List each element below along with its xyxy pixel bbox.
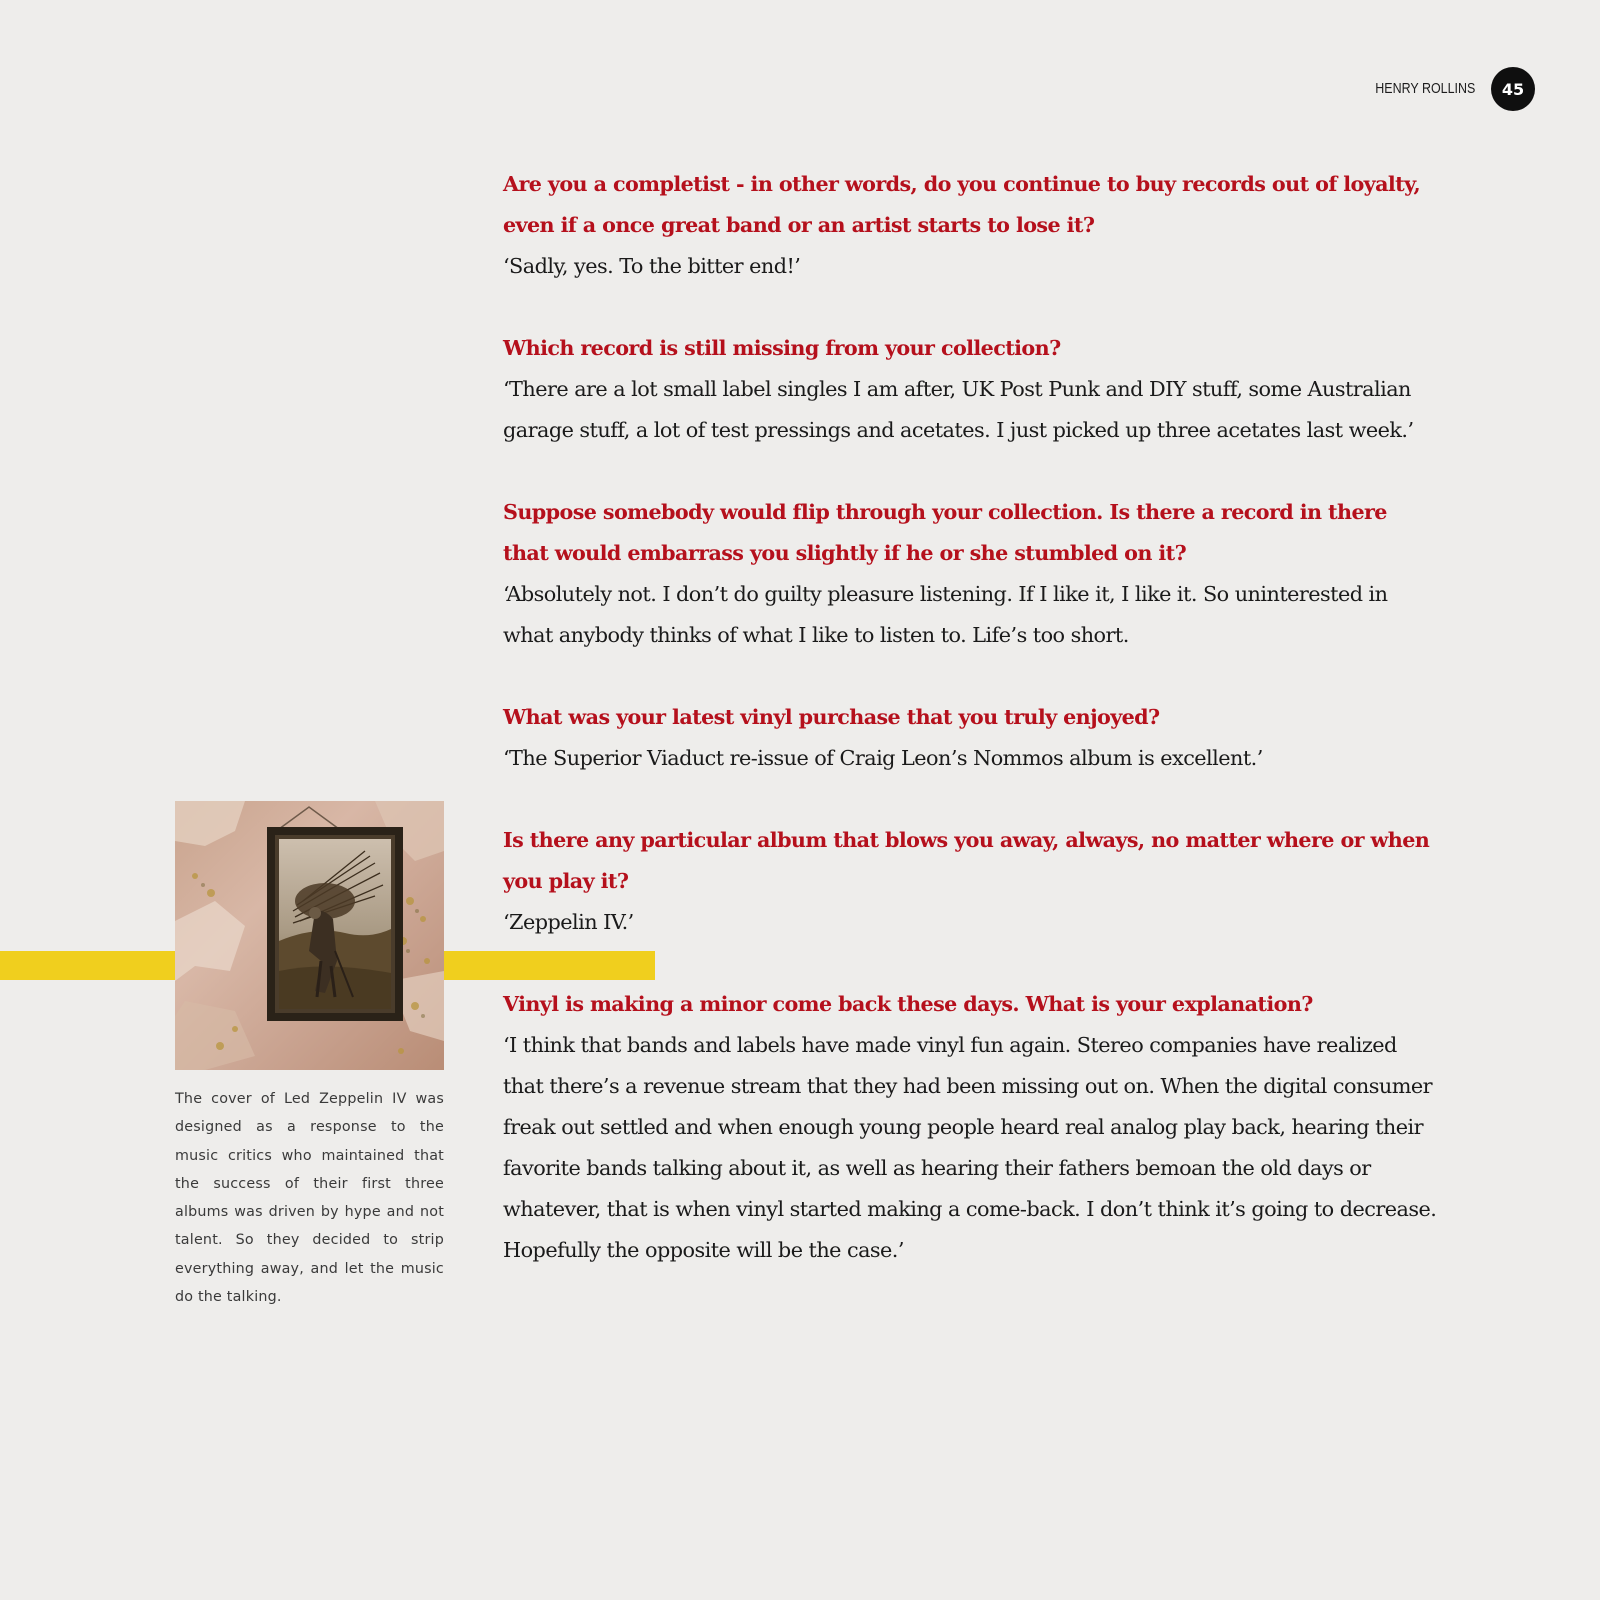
interview-answer: ‘The Superior Viaduct re-issue of Craig Leon’s Nommos album is excellent.’ [503, 746, 1263, 770]
qa-block [503, 492, 1438, 656]
interview-question: Suppose somebody would flip through your collection. Is there a record in there that would embarrass you slightly if he or she stumbled on it? [503, 500, 1387, 565]
interview-column [503, 164, 1438, 1312]
running-title: HENRY ROLLINS [1374, 81, 1475, 97]
interview-answer: ‘Sadly, yes. To the bitter end!’ [503, 254, 801, 278]
interview-question: Vinyl is making a minor come back these days. What is your explanation? [503, 992, 1313, 1016]
running-header [1359, 67, 1535, 111]
interview-answer: ‘There are a lot small label singles I am after, UK Post Punk and DIY stuff, some Australian garage stuff, a lot of test pressings and acetates. I just picked up three acetates last week.’ [503, 377, 1414, 442]
qa-block [503, 820, 1438, 943]
interview-answer: ‘Absolutely not. I don’t do guilty pleasure listening. If I like it, I like it. So uninterested in what anybody thinks of what I like to listen to. Life’s too short. [503, 582, 1388, 647]
highlighted-answer: ‘Zeppelin IV.’ [503, 910, 634, 934]
qa-block [503, 164, 1438, 287]
interview-answer: ‘I think that bands and labels have made vinyl fun again. Stereo companies have realized that there’s a revenue stream that they had been missing out on. When the digital consumer freak out settled and when enough young people heard real analog play back, hearing their favorite bands talking about it, as well as hearing their fathers bemoan the old days or whatever, that is when vinyl started making a come-back. I don’t think it’s going to decrease. Hopefully the opposite will be the case.’ [503, 1033, 1437, 1262]
interview-question: What was your latest vinyl purchase that you truly enjoyed? [503, 705, 1160, 729]
qa-block [503, 328, 1438, 451]
page-number-badge: 45 [1491, 67, 1535, 111]
interview-question: Which record is still missing from your collection? [503, 336, 1061, 360]
image-caption: The cover of Led Zeppelin IV was designed as a response to the music critics who maintained that the success of their first three albums was driven by hype and not talent. So they decided to strip everything away, and let the music do the talking. [175, 1091, 444, 1306]
interview-question: Are you a completist - in other words, do you continue to buy records out of loyalty, even if a once great band or an artist starts to lose it? [503, 172, 1421, 237]
qa-block [503, 984, 1438, 1271]
album-cover-image [175, 801, 444, 1070]
qa-block [503, 697, 1438, 779]
interview-question: Is there any particular album that blows you away, always, no matter where or when you play it? [503, 828, 1430, 893]
